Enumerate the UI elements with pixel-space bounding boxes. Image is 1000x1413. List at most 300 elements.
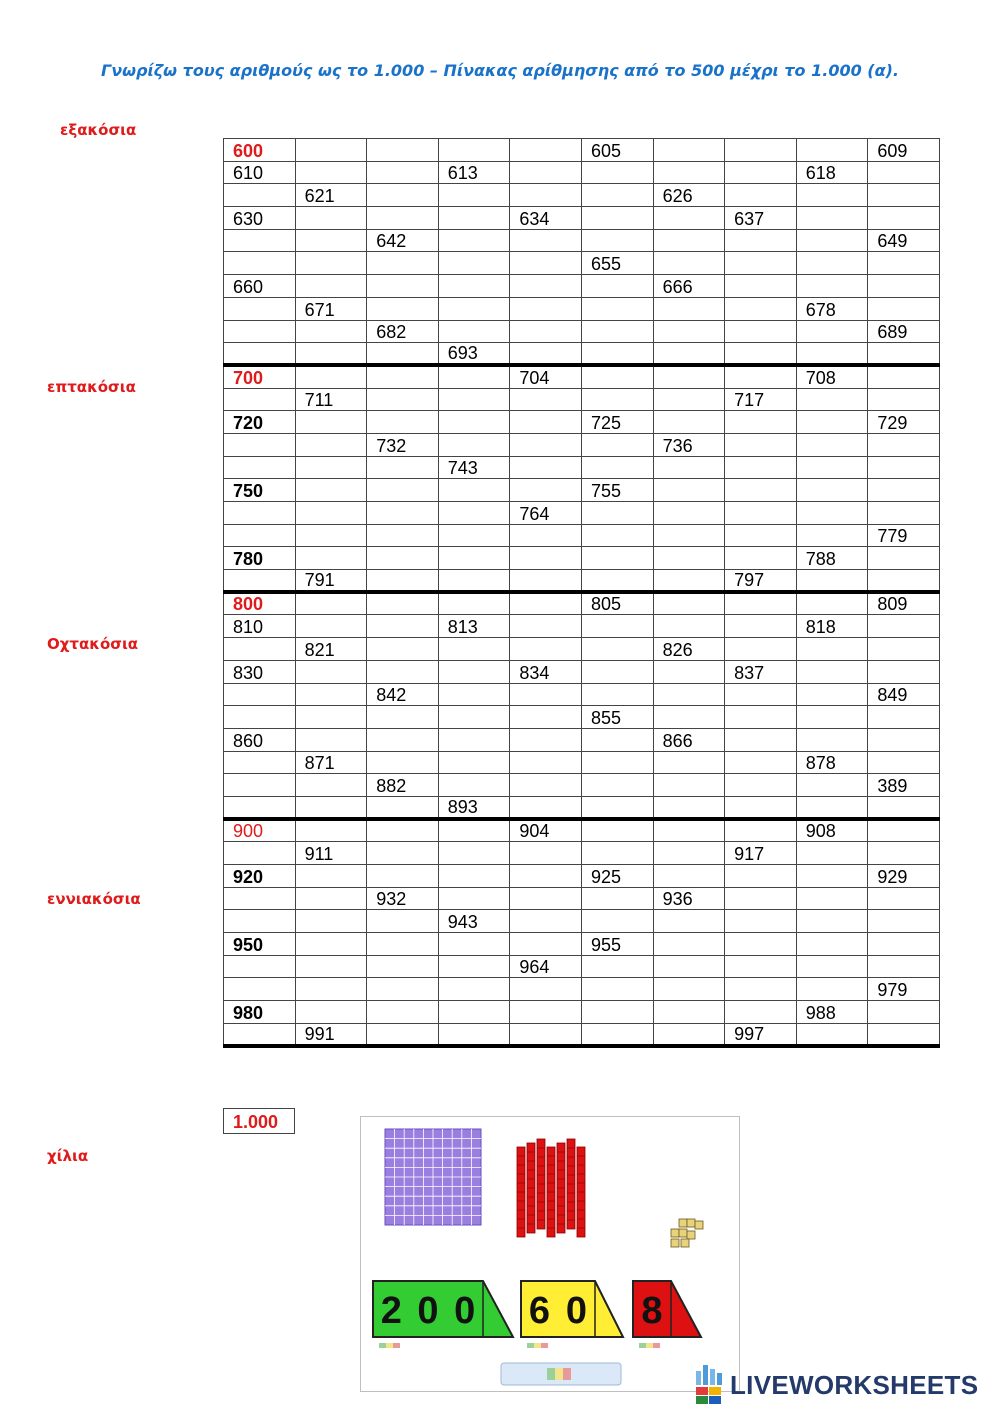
grid-cell-empty[interactable] bbox=[295, 456, 367, 479]
grid-cell-empty[interactable] bbox=[367, 184, 439, 207]
grid-cell-empty[interactable] bbox=[438, 887, 510, 910]
grid-cell-empty[interactable] bbox=[868, 388, 940, 411]
grid-cell-empty[interactable] bbox=[367, 388, 439, 411]
grid-cell-empty[interactable] bbox=[796, 229, 868, 252]
grid-cell-empty[interactable] bbox=[796, 887, 868, 910]
grid-cell-empty[interactable] bbox=[224, 955, 296, 978]
grid-cell-empty[interactable] bbox=[725, 433, 797, 456]
grid-cell-empty[interactable] bbox=[581, 978, 653, 1001]
grid-cell-empty[interactable] bbox=[725, 524, 797, 547]
grid-cell-empty[interactable] bbox=[510, 842, 582, 865]
grid-cell-empty[interactable] bbox=[725, 252, 797, 275]
grid-cell-empty[interactable] bbox=[367, 638, 439, 661]
grid-cell-empty[interactable] bbox=[510, 161, 582, 184]
grid-cell-empty[interactable] bbox=[725, 615, 797, 638]
grid-cell-empty[interactable] bbox=[510, 592, 582, 615]
grid-cell-empty[interactable] bbox=[367, 524, 439, 547]
grid-cell-empty[interactable] bbox=[367, 139, 439, 162]
grid-cell-empty[interactable] bbox=[653, 660, 725, 683]
grid-cell-empty[interactable] bbox=[224, 796, 296, 819]
grid-cell-empty[interactable] bbox=[295, 275, 367, 298]
grid-cell-empty[interactable] bbox=[295, 502, 367, 525]
grid-cell-empty[interactable] bbox=[868, 933, 940, 956]
grid-cell-empty[interactable] bbox=[367, 161, 439, 184]
grid-cell-empty[interactable] bbox=[581, 547, 653, 570]
grid-cell-empty[interactable] bbox=[438, 819, 510, 842]
grid-cell-empty[interactable] bbox=[438, 1023, 510, 1046]
grid-cell-empty[interactable] bbox=[868, 887, 940, 910]
grid-cell-empty[interactable] bbox=[295, 161, 367, 184]
grid-cell-empty[interactable] bbox=[224, 252, 296, 275]
grid-cell-empty[interactable] bbox=[868, 751, 940, 774]
grid-cell-empty[interactable] bbox=[295, 479, 367, 502]
grid-cell-empty[interactable] bbox=[224, 433, 296, 456]
grid-cell-empty[interactable] bbox=[367, 547, 439, 570]
grid-cell-empty[interactable] bbox=[367, 365, 439, 388]
grid-cell-empty[interactable] bbox=[367, 1023, 439, 1046]
grid-cell-empty[interactable] bbox=[868, 728, 940, 751]
grid-cell-empty[interactable] bbox=[653, 955, 725, 978]
grid-cell-empty[interactable] bbox=[367, 706, 439, 729]
grid-cell-empty[interactable] bbox=[796, 660, 868, 683]
grid-cell-empty[interactable] bbox=[868, 615, 940, 638]
grid-cell-empty[interactable] bbox=[438, 660, 510, 683]
grid-cell-empty[interactable] bbox=[224, 638, 296, 661]
grid-cell-empty[interactable] bbox=[725, 706, 797, 729]
grid-cell-empty[interactable] bbox=[438, 1001, 510, 1024]
grid-cell-empty[interactable] bbox=[510, 978, 582, 1001]
grid-cell-empty[interactable] bbox=[438, 955, 510, 978]
grid-cell-empty[interactable] bbox=[224, 502, 296, 525]
grid-cell-empty[interactable] bbox=[653, 343, 725, 366]
grid-cell-empty[interactable] bbox=[868, 570, 940, 593]
grid-cell-empty[interactable] bbox=[295, 955, 367, 978]
grid-cell-empty[interactable] bbox=[581, 751, 653, 774]
grid-cell-empty[interactable] bbox=[868, 365, 940, 388]
grid-cell-empty[interactable] bbox=[438, 774, 510, 797]
grid-cell-empty[interactable] bbox=[367, 479, 439, 502]
grid-cell-empty[interactable] bbox=[653, 592, 725, 615]
grid-cell-empty[interactable] bbox=[725, 978, 797, 1001]
grid-cell-empty[interactable] bbox=[438, 592, 510, 615]
grid-cell-empty[interactable] bbox=[510, 433, 582, 456]
grid-cell-empty[interactable] bbox=[868, 638, 940, 661]
grid-cell-empty[interactable] bbox=[510, 411, 582, 434]
grid-cell-empty[interactable] bbox=[725, 229, 797, 252]
grid-cell-empty[interactable] bbox=[581, 615, 653, 638]
grid-cell-empty[interactable] bbox=[725, 456, 797, 479]
grid-cell-empty[interactable] bbox=[438, 275, 510, 298]
grid-cell-empty[interactable] bbox=[510, 524, 582, 547]
grid-cell-empty[interactable] bbox=[295, 433, 367, 456]
grid-cell-empty[interactable] bbox=[581, 343, 653, 366]
grid-cell-empty[interactable] bbox=[438, 207, 510, 230]
grid-cell-empty[interactable] bbox=[868, 706, 940, 729]
grid-cell-empty[interactable] bbox=[510, 388, 582, 411]
grid-cell-empty[interactable] bbox=[438, 706, 510, 729]
grid-cell-empty[interactable] bbox=[510, 706, 582, 729]
grid-cell-empty[interactable] bbox=[224, 456, 296, 479]
grid-cell-empty[interactable] bbox=[367, 1001, 439, 1024]
grid-cell-empty[interactable] bbox=[367, 796, 439, 819]
grid-cell-empty[interactable] bbox=[295, 887, 367, 910]
grid-cell-empty[interactable] bbox=[868, 1023, 940, 1046]
grid-cell-empty[interactable] bbox=[796, 139, 868, 162]
grid-cell-empty[interactable] bbox=[725, 933, 797, 956]
grid-cell-empty[interactable] bbox=[438, 365, 510, 388]
grid-cell-empty[interactable] bbox=[224, 229, 296, 252]
grid-cell-empty[interactable] bbox=[295, 139, 367, 162]
grid-cell-empty[interactable] bbox=[295, 774, 367, 797]
grid-cell-empty[interactable] bbox=[725, 161, 797, 184]
grid-cell-empty[interactable] bbox=[367, 978, 439, 1001]
grid-cell-empty[interactable] bbox=[796, 933, 868, 956]
grid-cell-empty[interactable] bbox=[581, 161, 653, 184]
grid-cell-empty[interactable] bbox=[868, 433, 940, 456]
grid-cell-empty[interactable] bbox=[295, 1001, 367, 1024]
grid-cell-empty[interactable] bbox=[224, 887, 296, 910]
grid-cell-empty[interactable] bbox=[581, 1023, 653, 1046]
grid-cell-empty[interactable] bbox=[295, 706, 367, 729]
grid-cell-empty[interactable] bbox=[438, 320, 510, 343]
grid-cell-empty[interactable] bbox=[653, 842, 725, 865]
grid-cell-empty[interactable] bbox=[438, 751, 510, 774]
grid-cell-empty[interactable] bbox=[295, 683, 367, 706]
grid-cell-empty[interactable] bbox=[438, 411, 510, 434]
grid-cell-empty[interactable] bbox=[581, 774, 653, 797]
grid-cell-empty[interactable] bbox=[438, 865, 510, 888]
grid-cell-empty[interactable] bbox=[367, 502, 439, 525]
grid-cell-empty[interactable] bbox=[653, 1023, 725, 1046]
grid-cell-empty[interactable] bbox=[725, 592, 797, 615]
grid-cell-empty[interactable] bbox=[510, 547, 582, 570]
grid-cell-empty[interactable] bbox=[224, 842, 296, 865]
grid-cell-empty[interactable] bbox=[367, 751, 439, 774]
grid-cell-empty[interactable] bbox=[295, 365, 367, 388]
grid-cell-empty[interactable] bbox=[224, 297, 296, 320]
grid-cell-empty[interactable] bbox=[796, 275, 868, 298]
grid-cell-empty[interactable] bbox=[438, 978, 510, 1001]
grid-cell-empty[interactable] bbox=[510, 865, 582, 888]
grid-cell-empty[interactable] bbox=[224, 1023, 296, 1046]
grid-cell-empty[interactable] bbox=[510, 910, 582, 933]
grid-cell-empty[interactable] bbox=[510, 774, 582, 797]
grid-cell-empty[interactable] bbox=[653, 706, 725, 729]
grid-cell-empty[interactable] bbox=[438, 842, 510, 865]
grid-cell-empty[interactable] bbox=[796, 343, 868, 366]
grid-cell-empty[interactable] bbox=[653, 570, 725, 593]
grid-cell-empty[interactable] bbox=[796, 910, 868, 933]
grid-cell-empty[interactable] bbox=[868, 660, 940, 683]
grid-cell-empty[interactable] bbox=[653, 683, 725, 706]
grid-cell-empty[interactable] bbox=[295, 978, 367, 1001]
grid-cell-empty[interactable] bbox=[367, 252, 439, 275]
grid-cell-empty[interactable] bbox=[581, 320, 653, 343]
grid-cell-empty[interactable] bbox=[796, 411, 868, 434]
grid-cell-empty[interactable] bbox=[367, 297, 439, 320]
grid-cell-empty[interactable] bbox=[295, 933, 367, 956]
grid-cell-empty[interactable] bbox=[581, 229, 653, 252]
grid-cell-empty[interactable] bbox=[367, 933, 439, 956]
grid-cell-empty[interactable] bbox=[224, 683, 296, 706]
grid-cell-empty[interactable] bbox=[510, 887, 582, 910]
grid-cell-empty[interactable] bbox=[796, 184, 868, 207]
grid-cell-empty[interactable] bbox=[581, 683, 653, 706]
grid-cell-empty[interactable] bbox=[868, 252, 940, 275]
grid-cell-empty[interactable] bbox=[653, 365, 725, 388]
grid-cell-empty[interactable] bbox=[725, 275, 797, 298]
grid-cell-empty[interactable] bbox=[510, 683, 582, 706]
grid-cell-empty[interactable] bbox=[653, 388, 725, 411]
grid-cell-empty[interactable] bbox=[510, 275, 582, 298]
grid-cell-empty[interactable] bbox=[868, 502, 940, 525]
grid-cell-empty[interactable] bbox=[653, 796, 725, 819]
grid-cell-empty[interactable] bbox=[868, 819, 940, 842]
grid-cell-empty[interactable] bbox=[725, 547, 797, 570]
grid-cell-empty[interactable] bbox=[510, 479, 582, 502]
grid-cell-empty[interactable] bbox=[510, 456, 582, 479]
grid-cell-empty[interactable] bbox=[796, 388, 868, 411]
grid-cell-empty[interactable] bbox=[295, 207, 367, 230]
grid-cell-empty[interactable] bbox=[796, 706, 868, 729]
grid-cell-empty[interactable] bbox=[510, 1001, 582, 1024]
grid-cell-empty[interactable] bbox=[295, 229, 367, 252]
grid-cell-empty[interactable] bbox=[510, 751, 582, 774]
grid-cell-empty[interactable] bbox=[581, 819, 653, 842]
grid-cell-empty[interactable] bbox=[367, 343, 439, 366]
grid-cell-empty[interactable] bbox=[581, 184, 653, 207]
grid-cell-empty[interactable] bbox=[438, 638, 510, 661]
grid-cell-empty[interactable] bbox=[510, 638, 582, 661]
grid-cell-empty[interactable] bbox=[653, 1001, 725, 1024]
grid-cell-empty[interactable] bbox=[796, 638, 868, 661]
grid-cell-empty[interactable] bbox=[581, 638, 653, 661]
grid-cell-empty[interactable] bbox=[796, 728, 868, 751]
grid-cell-empty[interactable] bbox=[295, 910, 367, 933]
grid-cell-empty[interactable] bbox=[295, 592, 367, 615]
grid-cell-empty[interactable] bbox=[725, 774, 797, 797]
grid-cell-empty[interactable] bbox=[725, 343, 797, 366]
grid-cell-empty[interactable] bbox=[224, 524, 296, 547]
grid-cell-empty[interactable] bbox=[725, 139, 797, 162]
grid-cell-empty[interactable] bbox=[725, 683, 797, 706]
grid-cell-empty[interactable] bbox=[725, 910, 797, 933]
grid-cell-empty[interactable] bbox=[868, 207, 940, 230]
grid-cell-empty[interactable] bbox=[367, 728, 439, 751]
grid-cell-empty[interactable] bbox=[295, 796, 367, 819]
grid-cell-empty[interactable] bbox=[295, 865, 367, 888]
grid-cell-empty[interactable] bbox=[224, 570, 296, 593]
grid-cell-empty[interactable] bbox=[868, 184, 940, 207]
grid-cell-empty[interactable] bbox=[367, 842, 439, 865]
grid-cell-empty[interactable] bbox=[868, 547, 940, 570]
grid-cell-empty[interactable] bbox=[438, 479, 510, 502]
grid-cell-empty[interactable] bbox=[868, 343, 940, 366]
grid-cell-empty[interactable] bbox=[295, 411, 367, 434]
grid-cell-empty[interactable] bbox=[224, 706, 296, 729]
grid-cell-empty[interactable] bbox=[581, 502, 653, 525]
grid-cell-empty[interactable] bbox=[438, 297, 510, 320]
grid-cell-empty[interactable] bbox=[295, 320, 367, 343]
grid-cell-empty[interactable] bbox=[295, 819, 367, 842]
grid-cell-empty[interactable] bbox=[438, 502, 510, 525]
grid-cell-empty[interactable] bbox=[653, 524, 725, 547]
grid-cell-empty[interactable] bbox=[510, 252, 582, 275]
grid-cell-empty[interactable] bbox=[796, 502, 868, 525]
grid-cell-empty[interactable] bbox=[510, 229, 582, 252]
grid-cell-empty[interactable] bbox=[725, 320, 797, 343]
grid-cell-empty[interactable] bbox=[224, 343, 296, 366]
grid-cell-empty[interactable] bbox=[653, 479, 725, 502]
grid-cell-empty[interactable] bbox=[653, 774, 725, 797]
grid-cell-empty[interactable] bbox=[295, 660, 367, 683]
grid-cell-empty[interactable] bbox=[796, 524, 868, 547]
grid-cell-empty[interactable] bbox=[653, 547, 725, 570]
grid-cell-empty[interactable] bbox=[868, 161, 940, 184]
grid-cell-empty[interactable] bbox=[295, 728, 367, 751]
grid-cell-empty[interactable] bbox=[725, 728, 797, 751]
grid-cell-empty[interactable] bbox=[581, 842, 653, 865]
grid-cell-empty[interactable] bbox=[653, 207, 725, 230]
grid-cell-empty[interactable] bbox=[367, 456, 439, 479]
grid-cell-empty[interactable] bbox=[796, 433, 868, 456]
grid-cell-empty[interactable] bbox=[224, 910, 296, 933]
grid-cell-empty[interactable] bbox=[581, 728, 653, 751]
grid-cell-empty[interactable] bbox=[367, 411, 439, 434]
grid-cell-empty[interactable] bbox=[796, 570, 868, 593]
grid-cell-empty[interactable] bbox=[581, 796, 653, 819]
grid-cell-empty[interactable] bbox=[224, 751, 296, 774]
grid-cell-empty[interactable] bbox=[510, 728, 582, 751]
grid-cell-empty[interactable] bbox=[653, 297, 725, 320]
grid-cell-empty[interactable] bbox=[438, 728, 510, 751]
grid-cell-empty[interactable] bbox=[653, 320, 725, 343]
grid-cell-empty[interactable] bbox=[510, 615, 582, 638]
grid-cell-empty[interactable] bbox=[510, 933, 582, 956]
grid-cell-empty[interactable] bbox=[868, 910, 940, 933]
grid-cell-empty[interactable] bbox=[581, 456, 653, 479]
grid-cell-empty[interactable] bbox=[581, 955, 653, 978]
grid-cell-empty[interactable] bbox=[581, 275, 653, 298]
grid-cell-empty[interactable] bbox=[725, 411, 797, 434]
grid-cell-empty[interactable] bbox=[510, 796, 582, 819]
grid-cell-empty[interactable] bbox=[367, 592, 439, 615]
grid-cell-empty[interactable] bbox=[367, 955, 439, 978]
grid-cell-empty[interactable] bbox=[725, 887, 797, 910]
grid-cell-empty[interactable] bbox=[653, 502, 725, 525]
grid-cell-empty[interactable] bbox=[868, 297, 940, 320]
grid-cell-empty[interactable] bbox=[510, 184, 582, 207]
grid-cell-empty[interactable] bbox=[367, 660, 439, 683]
grid-cell-empty[interactable] bbox=[295, 547, 367, 570]
grid-cell-empty[interactable] bbox=[438, 547, 510, 570]
grid-cell-empty[interactable] bbox=[653, 615, 725, 638]
grid-cell-empty[interactable] bbox=[796, 207, 868, 230]
grid-cell-empty[interactable] bbox=[868, 842, 940, 865]
grid-cell-empty[interactable] bbox=[510, 570, 582, 593]
grid-cell-empty[interactable] bbox=[438, 252, 510, 275]
grid-cell-empty[interactable] bbox=[725, 796, 797, 819]
grid-cell-empty[interactable] bbox=[796, 1023, 868, 1046]
grid-cell-empty[interactable] bbox=[653, 910, 725, 933]
grid-cell-empty[interactable] bbox=[796, 955, 868, 978]
grid-cell-empty[interactable] bbox=[868, 796, 940, 819]
grid-cell-empty[interactable] bbox=[295, 615, 367, 638]
grid-cell-empty[interactable] bbox=[796, 479, 868, 502]
grid-cell-empty[interactable] bbox=[438, 433, 510, 456]
grid-cell-empty[interactable] bbox=[796, 683, 868, 706]
grid-cell-empty[interactable] bbox=[581, 365, 653, 388]
grid-cell-empty[interactable] bbox=[510, 320, 582, 343]
grid-cell-empty[interactable] bbox=[868, 955, 940, 978]
grid-cell-empty[interactable] bbox=[725, 1001, 797, 1024]
grid-cell-empty[interactable] bbox=[367, 865, 439, 888]
grid-cell-empty[interactable] bbox=[581, 660, 653, 683]
grid-cell-empty[interactable] bbox=[224, 774, 296, 797]
grid-cell-empty[interactable] bbox=[224, 320, 296, 343]
grid-cell-empty[interactable] bbox=[224, 184, 296, 207]
grid-cell-empty[interactable] bbox=[725, 955, 797, 978]
grid-cell-empty[interactable] bbox=[367, 910, 439, 933]
grid-cell-empty[interactable] bbox=[725, 819, 797, 842]
grid-cell-empty[interactable] bbox=[438, 683, 510, 706]
grid-cell-empty[interactable] bbox=[224, 388, 296, 411]
grid-cell-empty[interactable] bbox=[725, 638, 797, 661]
grid-cell-empty[interactable] bbox=[725, 865, 797, 888]
grid-cell-empty[interactable] bbox=[438, 184, 510, 207]
grid-cell-empty[interactable] bbox=[581, 524, 653, 547]
grid-cell-empty[interactable] bbox=[510, 1023, 582, 1046]
grid-cell-empty[interactable] bbox=[868, 479, 940, 502]
grid-cell-empty[interactable] bbox=[581, 910, 653, 933]
grid-cell-empty[interactable] bbox=[295, 524, 367, 547]
grid-cell-empty[interactable] bbox=[653, 751, 725, 774]
grid-cell-empty[interactable] bbox=[295, 252, 367, 275]
grid-cell-empty[interactable] bbox=[796, 865, 868, 888]
grid-cell-empty[interactable] bbox=[653, 161, 725, 184]
grid-cell-empty[interactable] bbox=[868, 456, 940, 479]
grid-cell-empty[interactable] bbox=[438, 933, 510, 956]
grid-cell-empty[interactable] bbox=[653, 819, 725, 842]
grid-cell-empty[interactable] bbox=[796, 842, 868, 865]
grid-cell-empty[interactable] bbox=[438, 524, 510, 547]
grid-cell-empty[interactable] bbox=[438, 388, 510, 411]
grid-cell-empty[interactable] bbox=[581, 570, 653, 593]
grid-cell-empty[interactable] bbox=[796, 978, 868, 1001]
grid-cell-empty[interactable] bbox=[367, 615, 439, 638]
grid-cell-empty[interactable] bbox=[653, 252, 725, 275]
grid-cell-empty[interactable] bbox=[796, 796, 868, 819]
grid-cell-empty[interactable] bbox=[725, 184, 797, 207]
grid-cell-empty[interactable] bbox=[510, 297, 582, 320]
grid-cell-empty[interactable] bbox=[581, 297, 653, 320]
grid-cell-empty[interactable] bbox=[653, 456, 725, 479]
grid-cell-empty[interactable] bbox=[725, 479, 797, 502]
grid-cell-empty[interactable] bbox=[510, 343, 582, 366]
grid-cell-empty[interactable] bbox=[796, 252, 868, 275]
grid-cell-empty[interactable] bbox=[510, 139, 582, 162]
grid-cell-empty[interactable] bbox=[224, 978, 296, 1001]
grid-cell-empty[interactable] bbox=[438, 229, 510, 252]
grid-cell-empty[interactable] bbox=[725, 502, 797, 525]
grid-cell-empty[interactable] bbox=[367, 275, 439, 298]
grid-cell-empty[interactable] bbox=[295, 343, 367, 366]
grid-cell-empty[interactable] bbox=[868, 275, 940, 298]
grid-cell-empty[interactable] bbox=[868, 1001, 940, 1024]
grid-cell-empty[interactable] bbox=[653, 865, 725, 888]
grid-cell-empty[interactable] bbox=[581, 887, 653, 910]
grid-cell-empty[interactable] bbox=[725, 297, 797, 320]
